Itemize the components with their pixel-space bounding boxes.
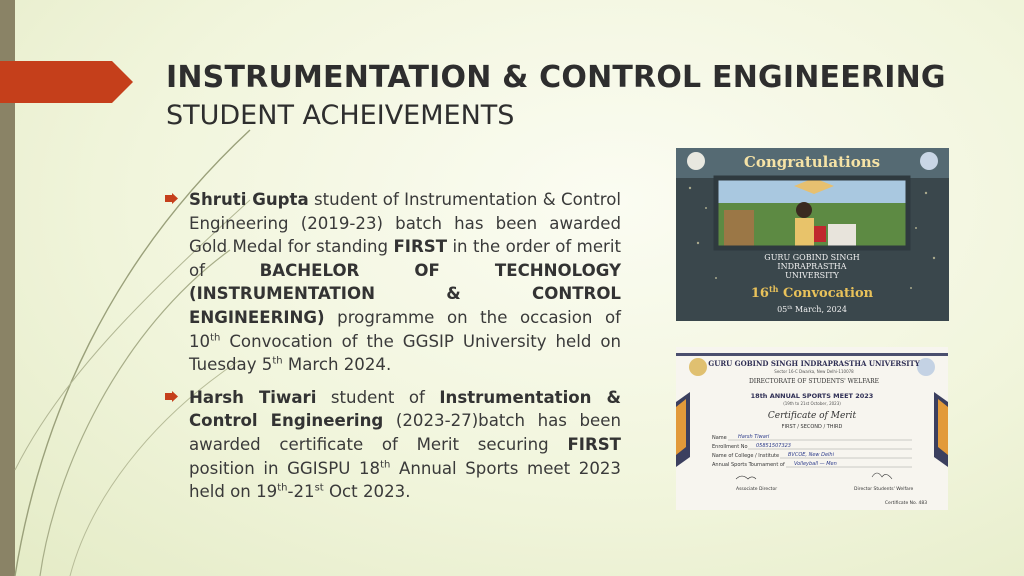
svg-text:UNIVERSITY: UNIVERSITY <box>785 271 839 280</box>
svg-text:Certificate of Merit: Certificate of Merit <box>767 411 857 421</box>
svg-text:GURU GOBIND SINGH: GURU GOBIND SINGH <box>764 253 860 262</box>
svg-text:DIRECTORATE OF STUDENTS' WELFA: DIRECTORATE OF STUDENTS' WELFARE <box>748 378 880 385</box>
svg-text:18th ANNUAL SPORTS MEET 2023: 18th ANNUAL SPORTS MEET 2023 <box>750 392 874 400</box>
svg-text:Enrollment No: Enrollment No <box>712 444 748 450</box>
achievement-item-harsh: Harsh Tiwari student of Instrumentation & Control Engineering (2023-27)batch has been awarded certificate of Merit securing FIRST position in GGISPU 18th Annual Sports meet 2023 held on 19th-21st Oct 2023. <box>165 386 621 504</box>
congratulations-banner: Congratulations <box>743 153 881 171</box>
convocation-photo <box>676 148 949 321</box>
svg-text:FIRST / SECOND / THIRD: FIRST / SECOND / THIRD <box>781 424 843 430</box>
convocation-label: 16th Convocation <box>750 284 874 301</box>
achievement-list <box>165 188 621 513</box>
svg-text:Certificate No. 483: Certificate No. 483 <box>884 501 928 506</box>
slide-title: INSTRUMENTATION & CONTROL ENGINEERING <box>166 60 946 95</box>
title-arrow-shape <box>0 61 133 103</box>
svg-text:Sector 16-C Dwarka, New Delhi-: Sector 16-C Dwarka, New Delhi-110078 <box>774 369 854 374</box>
svg-text:Name of College / Institute: Name of College / Institute <box>712 453 780 459</box>
svg-text:Name: Name <box>712 435 727 441</box>
merit-certificate-image <box>676 347 948 510</box>
convocation-date: 05th March, 2024 <box>777 305 847 314</box>
student-name: Harsh Tiwari <box>189 387 317 407</box>
slide-subtitle: STUDENT ACHEIVEMENTS <box>166 100 515 131</box>
svg-text:BVCOE, New Delhi: BVCOE, New Delhi <box>788 452 834 458</box>
svg-text:GURU GOBIND SINGH INDRAPRASTHA: GURU GOBIND SINGH INDRAPRASTHA UNIVERSITY <box>708 359 920 368</box>
svg-text:(19th to 21st October, 2023): (19th to 21st October, 2023) <box>783 401 841 406</box>
svg-text:Director Students' Welfare: Director Students' Welfare <box>854 487 914 492</box>
svg-text:Harsh Tiwari: Harsh Tiwari <box>738 434 770 440</box>
svg-text:INDRAPRASTHA: INDRAPRASTHA <box>777 262 847 271</box>
achievement-item-shruti: Shruti Gupta student of Instrumentation & Control Engineering (2019-23) batch has been awarded Gold Medal for standing FIRST in the order of merit of BACHELOR OF TECHNOLOGY (INSTRUMENTATION & CONTROL ENGINEERING) programme on the occasion of 10th Convocation of the GGSIP University held on Tuesday 5th March 2024. <box>165 188 621 377</box>
svg-text:Annual Sports Tournament of: Annual Sports Tournament of <box>712 462 785 468</box>
student-name: Shruti Gupta <box>189 190 309 209</box>
svg-text:Associate Director: Associate Director <box>736 487 778 492</box>
university-seal-icon <box>689 358 707 376</box>
arrow-bullet-icon <box>165 193 178 204</box>
svg-text:Volleyball — Men: Volleyball — Men <box>794 461 837 467</box>
university-logo-icon <box>687 152 705 170</box>
arrow-bullet-icon <box>165 391 178 402</box>
svg-text:05851507323: 05851507323 <box>756 443 791 449</box>
university-emblem-icon <box>920 152 938 170</box>
